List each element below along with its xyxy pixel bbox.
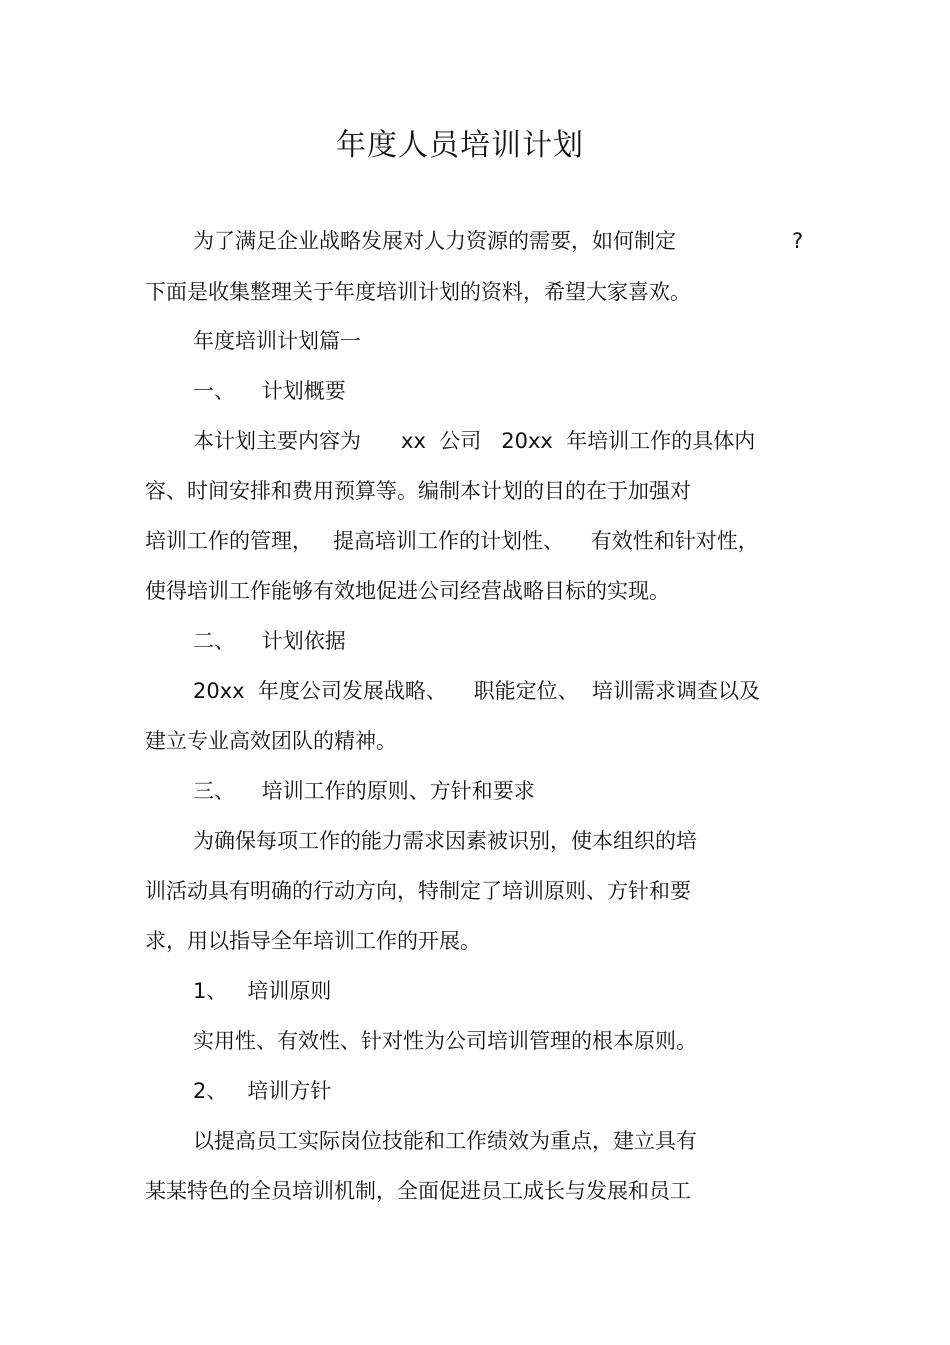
paragraph-line: 下面是收集整理关于年度培训计划的资料，希望大家喜欢。 (145, 280, 691, 304)
paragraph-line: 20xx 年度公司发展战略、 职能定位、 培训需求调查以及 (193, 679, 760, 703)
paragraph-line: 训活动具有明确的行动方向，特制定了培训原则、方针和要 (145, 879, 691, 903)
subsection-heading: 2、 培训方针 (193, 1079, 332, 1103)
section-heading: 一、 计划概要 (193, 379, 346, 403)
paragraph-line: 建立专业高效团队的精神。 (145, 729, 397, 753)
paragraph-line: 为了满足企业战略发展对人力资源的需要，如何制定 (193, 229, 676, 253)
document-title: 年度人员培训计划 (336, 128, 584, 163)
paragraph-line: 以提高员工实际岗位技能和工作绩效为重点，建立具有 (193, 1129, 697, 1153)
paragraph-line: 实用性、有效性、针对性为公司培训管理的根本原则。 (193, 1029, 697, 1053)
paragraph-line: 求，用以指导全年培训工作的开展。 (145, 929, 481, 953)
paragraph-line: 某某特色的全员培训机制，全面促进员工成长与发展和员工 (145, 1179, 691, 1203)
question-mark: ? (792, 229, 804, 253)
paragraph-line: 使得培训工作能够有效地促进公司经营战略目标的实现。 (145, 579, 670, 603)
subsection-heading: 1、 培训原则 (193, 979, 332, 1003)
paragraph-line: 容、时间安排和费用预算等。编制本计划的目的在于加强对 (145, 479, 691, 503)
paragraph-line: 本计划主要内容为 xx 公司 20xx 年培训工作的具体内 (193, 429, 756, 453)
section-heading: 年度培训计划篇一 (193, 329, 361, 353)
paragraph-line: 培训工作的管理， 提高培训工作的计划性、 有效性和针对性， (145, 529, 759, 553)
paragraph-line: 为确保每项工作的能力需求因素被识别，使本组织的培 (193, 829, 697, 853)
section-heading: 三、 培训工作的原则、方针和要求 (193, 779, 535, 803)
section-heading: 二、 计划依据 (193, 629, 346, 653)
